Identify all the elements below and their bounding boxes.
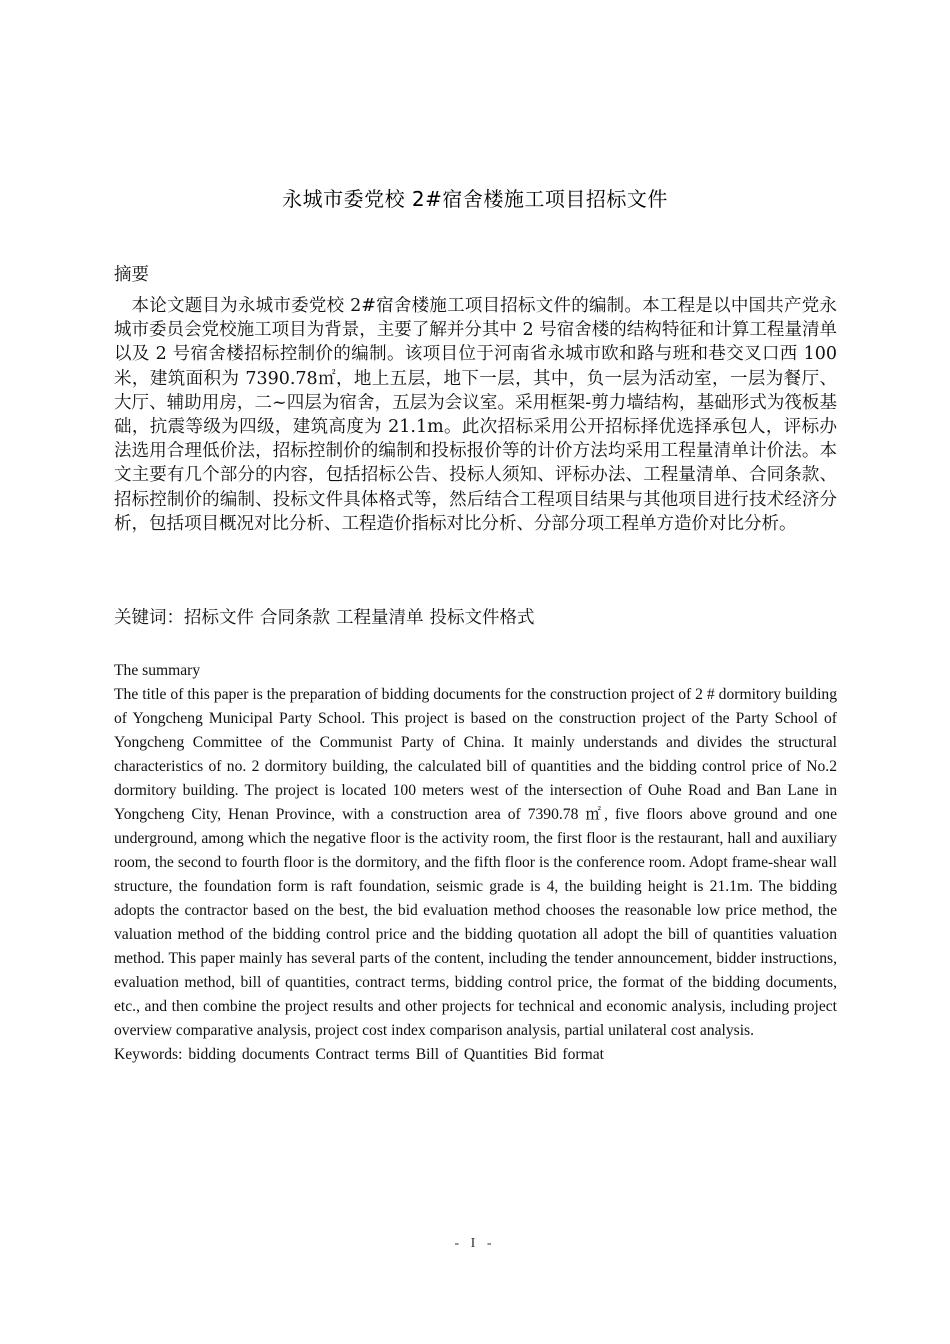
document-title: 永城市委党校 2#宿舍楼施工项目招标文件 <box>282 187 668 211</box>
keyword: bidding documents <box>188 1046 310 1063</box>
keyword: Contract terms <box>315 1046 410 1063</box>
abstract-en-heading: The summary <box>114 662 201 679</box>
abstract-en-body: The title of this paper is the preparation of bidding documents for the construction project of 2 # dormitory building of Yongcheng Municipal Party School. This project is based on the construction project of the Party School of Yongcheng Committee of the Communist Party of China. It mainly understands and divides the structural characteristics of no. 2 dormitory building, the calculated bill of quantities and the bidding control price of No.2 dormitory building. The project is located 100 meters west of the intersection of Ouhe Road and Ban Lane in Yongcheng City, Henan Province, with a construction area of 7390.78 ㎡, five floors above ground and one underground, among which the negative floor is the activity room, the first floor is the restaurant, hall and auxiliary room, the second to fourth floor is the dormitory, and the fifth floor is the conference room. Adopt frame-shear wall structure, the foundation form is raft foundation, seismic grade is 4, the building height is 21.1m. The bidding adopts the contractor based on the best, the bid evaluation method chooses the reasonable low price method, the valuation method of the bidding control price and the bidding quotation all adopt the bill of quantities valuation method. This paper mainly has several parts of the content, including the tender announcement, bidder instructions, evaluation method, bill of quantities, contract terms, bidding control price, the format of the bidding documents, etc., and then combine the project results and other projects for technical and economic analysis, including project overview comparative analysis, project cost index comparison analysis, partial unilateral cost analysis. <box>114 686 837 1039</box>
keyword: 合同条款 <box>260 608 330 628</box>
abstract-en-section <box>114 683 837 1067</box>
keyword: 投标文件格式 <box>429 608 535 628</box>
keyword: Bill of Quantities <box>415 1046 528 1063</box>
abstract-en-keywords <box>114 1043 837 1067</box>
abstract-cn-body: 本论文题目为永城市委党校 2#宿舍楼施工项目招标文件的编制。本工程是以中国共产党永城市委员会党校施工项目为背景，主要了解并分其中 2 号宿舍楼的结构特征和计算工程量清单以及 2 号宿舍楼招标控制价的编制。该项目位于河南省永城市欧和路与班和巷交叉口西 100 米，建筑面积为 7390.78㎡，地上五层，地下一层，其中，负一层为活动室，一层为餐厅、大厅、辅助用房，二~四层为宿舍，五层为会议室。采用框架-剪力墙结构，基础形式为筏板基础，抗震等级为四级，建筑高度为 21.1m。此次招标采用公开招标择优选择承包人，评标办法选用合理低价法，招标控制价的编制和投标报价等的计价方法均采用工程量清单计价法。本文主要有几个部分的内容，包括招标公告、投标人须知、评标办法、工程量清单、合同条款、招标控制价的编制、投标文件具体格式等，然后结合工程项目结果与其他项目进行技术经济分析，包括项目概况对比分析、工程造价指标对比分析、分部分项工程单方造价对比分析。 <box>114 296 837 534</box>
keywords-label: 关键词： <box>114 608 184 628</box>
keyword: 工程量清单 <box>336 608 424 628</box>
page-number: - I - <box>454 1236 496 1251</box>
abstract-cn-heading: 摘要 <box>114 265 149 285</box>
abstract-cn-keywords <box>114 605 837 631</box>
keywords-label: Keywords: <box>114 1046 189 1063</box>
keyword: Bid format <box>533 1046 604 1063</box>
keyword: 招标文件 <box>184 608 254 628</box>
